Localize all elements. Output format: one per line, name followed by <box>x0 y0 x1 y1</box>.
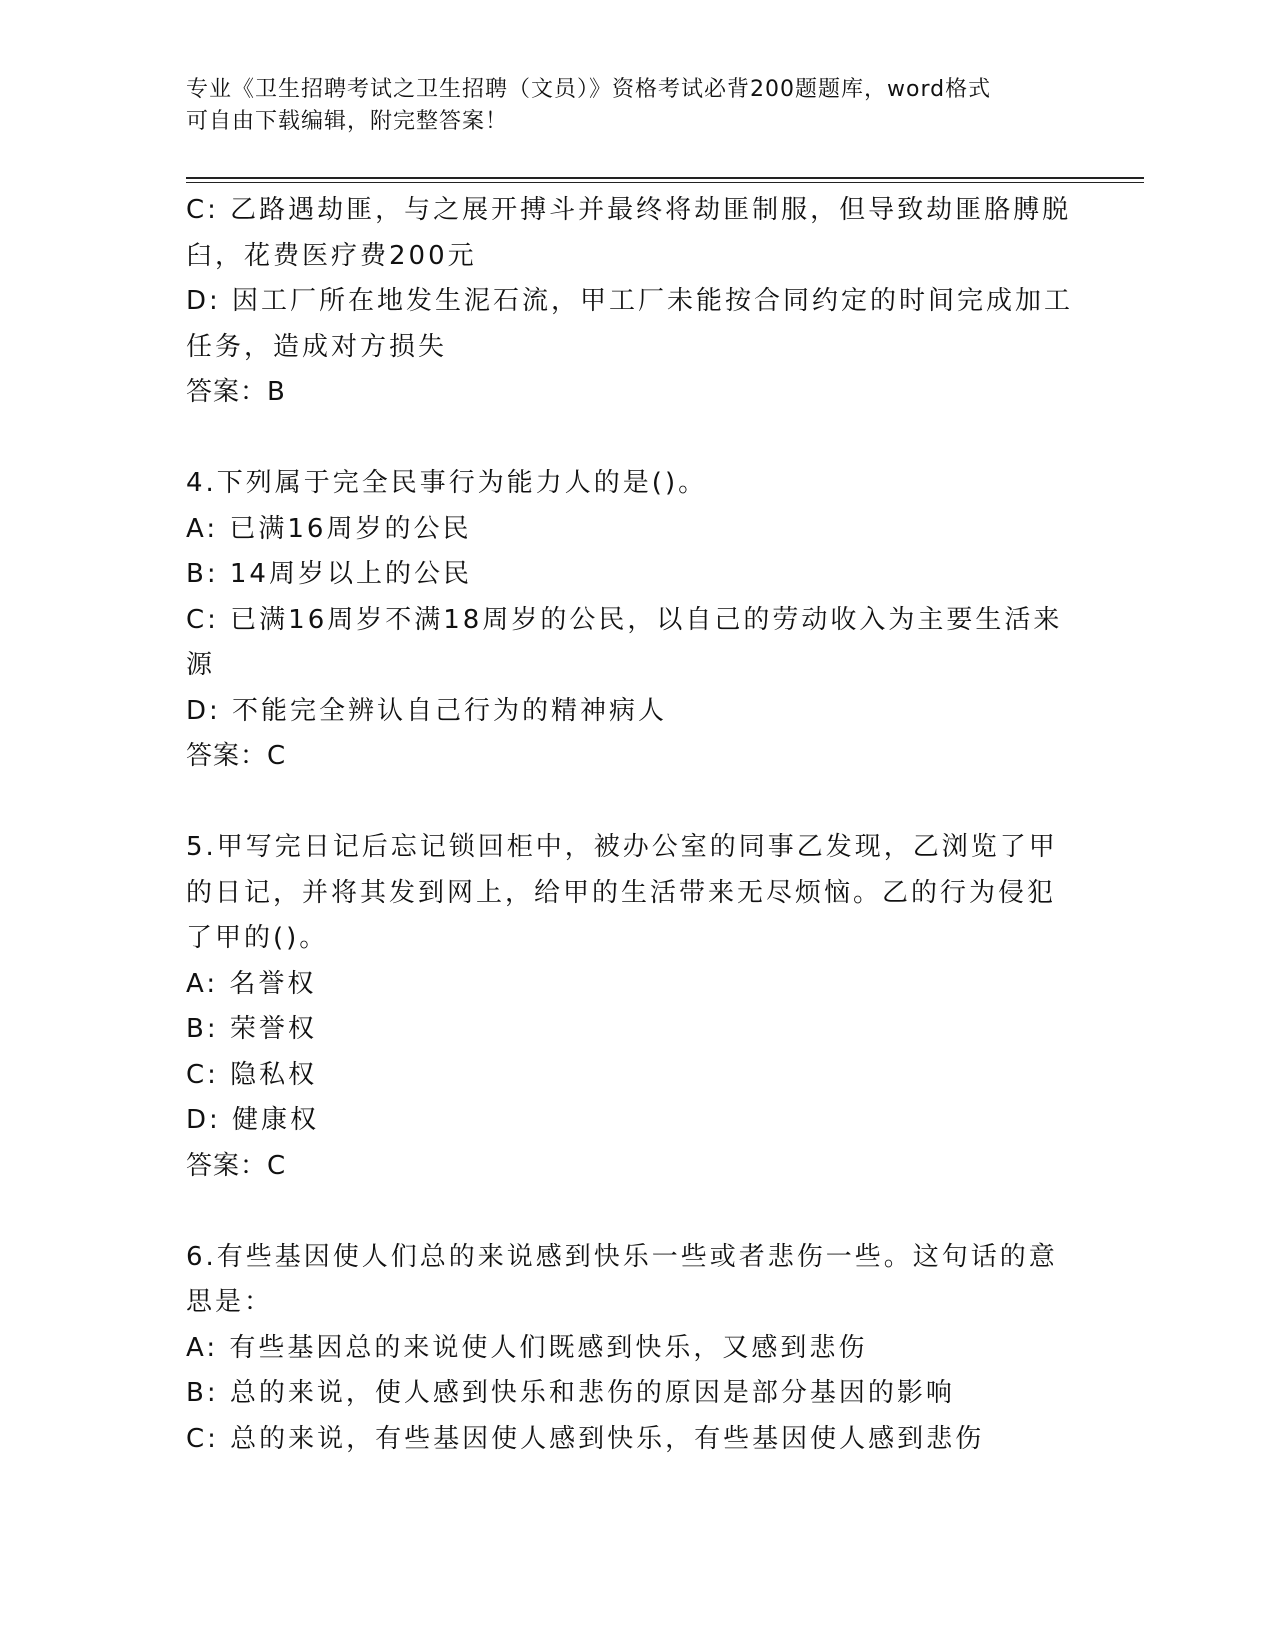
answer: 答案：B <box>186 377 286 407</box>
option-a: A: 已满16周岁的公民 <box>186 513 472 544</box>
header-line-1: 专业《卫生招聘考试之卫生招聘（文员）》资格考试必背200题题库，word格式 <box>186 77 992 102</box>
question-6 <box>186 1235 1086 1463</box>
option-c: C: 乙路遇劫匪，与之展开搏斗并最终将劫匪制服，但导致劫匪胳膊脱 <box>186 195 1072 225</box>
option-b: B: 14周岁以上的公民 <box>186 559 472 589</box>
option-c-continued: 臼，花费医疗费200元 <box>186 240 477 271</box>
option-b: B: 总的来说，使人感到快乐和悲伤的原因是部分基因的影响 <box>186 1378 955 1408</box>
document-body <box>186 188 1086 1462</box>
spacer <box>186 1189 1086 1235</box>
option-a: A: 有些基因总的来说使人们既感到快乐，又感到悲伤 <box>186 1332 868 1363</box>
question-stem: 6.有些基因使人们总的来说感到快乐一些或者悲伤一些。这句话的意 <box>186 1241 1058 1272</box>
question-stem-continued: 思是： <box>186 1287 274 1317</box>
option-c: C: 已满16周岁不满18周岁的公民，以自己的劳动收入为主要生活来 <box>186 604 1063 635</box>
option-d: D: 不能完全辨认自己行为的精神病人 <box>186 695 668 726</box>
spacer <box>186 780 1086 826</box>
header-line-2: 可自由下载编辑，附完整答案！ <box>186 109 509 134</box>
question-stem-continued: 的日记，并将其发到网上，给甲的生活带来无尽烦恼。乙的行为侵犯 <box>186 877 1057 908</box>
question-stem-continued: 了甲的()。 <box>186 923 329 953</box>
option-d: D: 健康权 <box>186 1105 320 1135</box>
spacer <box>186 416 1086 462</box>
option-c: C: 总的来说，有些基因使人感到快乐，有些基因使人感到悲伤 <box>186 1423 985 1454</box>
option-c-continued: 源 <box>186 650 216 680</box>
question-3 <box>186 188 1086 416</box>
answer: 答案：C <box>186 1150 287 1181</box>
option-c: C: 隐私权 <box>186 1059 318 1090</box>
option-d-continued: 任务，造成对方损失 <box>186 331 448 362</box>
header-rule-thin <box>186 182 1144 183</box>
answer: 答案：C <box>186 741 287 771</box>
question-5 <box>186 825 1086 1189</box>
question-stem: 5.甲写完日记后忘记锁回柜中，被办公室的同事乙发现，乙浏览了甲 <box>186 832 1058 862</box>
header-rule-thick <box>186 177 1144 179</box>
question-4 <box>186 461 1086 780</box>
option-b: B: 荣誉权 <box>186 1014 317 1044</box>
option-a: A: 名誉权 <box>186 968 317 999</box>
document-header <box>186 74 1086 138</box>
option-d: D: 因工厂所在地发生泥石流，甲工厂未能按合同约定的时间完成加工 <box>186 286 1074 316</box>
question-stem: 4.下列属于完全民事行为能力人的是()。 <box>186 468 708 498</box>
